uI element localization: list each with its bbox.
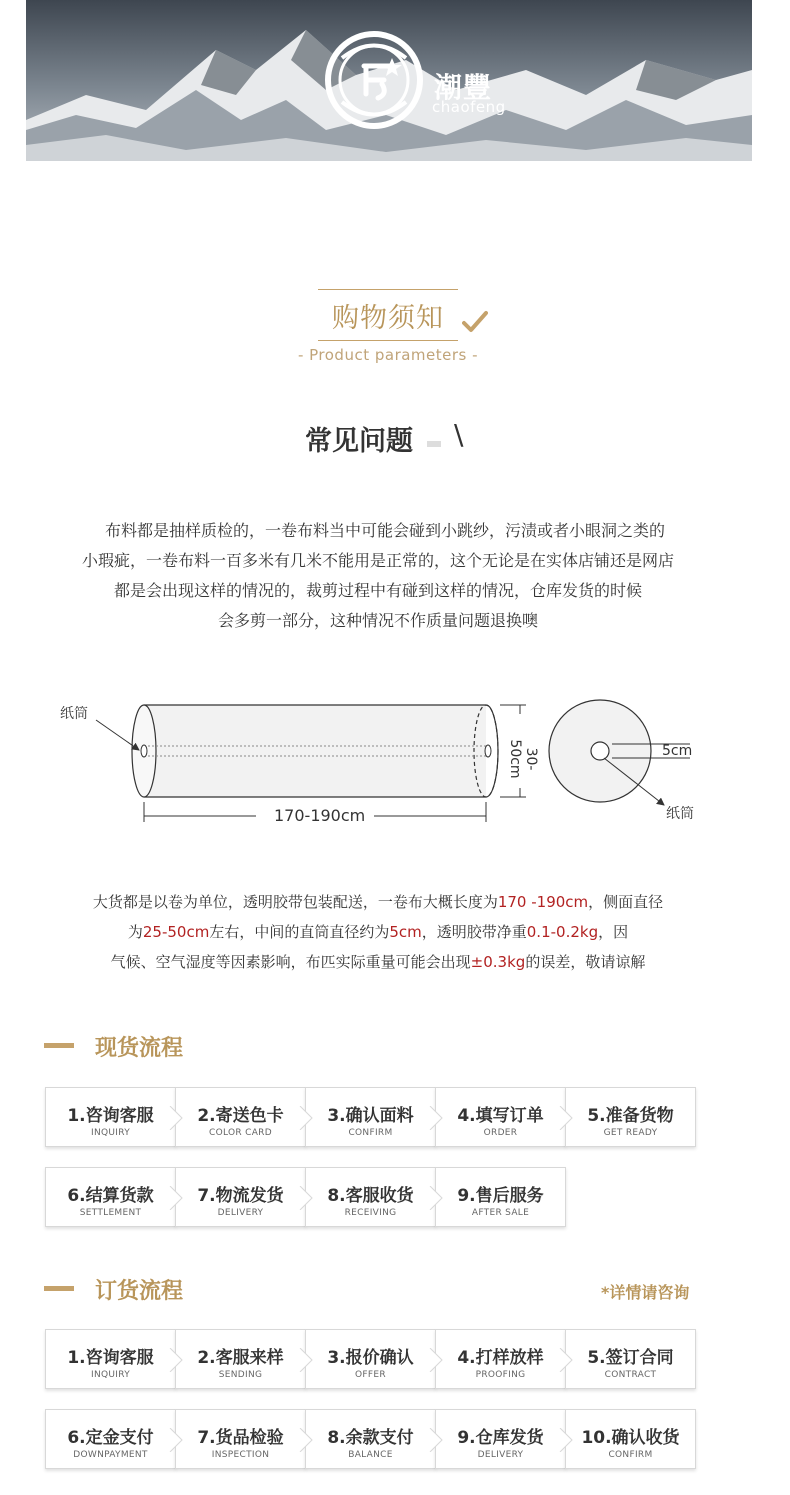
- chevron-right-icon: [429, 1348, 443, 1372]
- core-diameter-label: 5cm: [662, 743, 693, 759]
- step-label: 3.报价确认: [327, 1348, 414, 1368]
- tube-label-right: 纸筒: [666, 806, 694, 822]
- chaofeng-logo-icon: [322, 28, 426, 132]
- order-process-bar: [44, 1286, 74, 1291]
- stock-step-6: [45, 1167, 176, 1227]
- roll-diameter-value: 25-50cm: [142, 923, 210, 941]
- step-label: 9.售后服务: [457, 1186, 544, 1206]
- diameter-label: 30-50cm: [507, 739, 539, 779]
- step-label: 7.物流发货: [197, 1186, 284, 1206]
- order-step-1: [45, 1329, 176, 1389]
- tape-weight-value: 0.1-0.2kg: [526, 923, 599, 941]
- step-label-en: PROOFING: [475, 1370, 526, 1380]
- step-label-en: SENDING: [218, 1370, 263, 1380]
- notice-subtitle: - Product parameters -: [297, 346, 479, 364]
- stock-process-title: 现货流程: [95, 1036, 184, 1061]
- chevron-right-icon: [429, 1106, 443, 1130]
- brand-name-en: chaofeng: [432, 98, 506, 116]
- faq-line-4: 会多剪一部分，这种情况不作质量问题退换噢: [217, 611, 538, 630]
- shipping-text: 为: [127, 923, 143, 941]
- step-label: 3.确认面料: [327, 1106, 414, 1126]
- order-process-title: 订货流程: [95, 1279, 184, 1304]
- stock-step-2: [175, 1087, 306, 1147]
- step-label: 10.确认收货: [581, 1428, 680, 1448]
- stock-step-9: [435, 1167, 566, 1227]
- brand-name-cn: 潮豐: [434, 71, 493, 104]
- tube-label-left: 纸筒: [60, 706, 88, 722]
- stock-step-8: [305, 1167, 436, 1227]
- weight-tolerance-value: ±0.3kg: [470, 953, 526, 971]
- stock-step-1: [45, 1087, 176, 1147]
- chevron-right-icon: [299, 1348, 313, 1372]
- core-diameter-value: 5cm: [389, 923, 422, 941]
- step-label-en: GET READY: [603, 1128, 658, 1138]
- chevron-right-icon: [299, 1106, 313, 1130]
- chevron-right-icon: [559, 1428, 573, 1452]
- order-step-9: [435, 1409, 566, 1469]
- notice-title: 购物须知: [332, 303, 444, 334]
- stock-step-4: [435, 1087, 566, 1147]
- order-step-3: [305, 1329, 436, 1389]
- step-label: 8.余款支付: [327, 1428, 414, 1448]
- shipping-text: ，透明胶带净重: [421, 923, 527, 941]
- shipping-info-line-2: [0, 921, 756, 942]
- step-label-en: ORDER: [483, 1128, 518, 1138]
- faq-line-2: 小瑕疵，一卷布料一百多米有几米不能用是正常的，这个无论是在实体店铺还是网店: [81, 551, 674, 570]
- chevron-right-icon: [429, 1186, 443, 1210]
- step-label: 5.准备货物: [587, 1106, 674, 1126]
- step-label-en: COLOR CARD: [209, 1128, 272, 1138]
- shipping-info-line-3: [0, 951, 756, 972]
- step-label: 2.寄送色卡: [197, 1106, 284, 1126]
- order-step-10: [565, 1409, 696, 1469]
- faq-line-3: 都是会出现这样的情况的，裁剪过程中有碰到这样的情况，仓库发货的时候: [113, 581, 642, 600]
- chevron-right-icon: [169, 1186, 183, 1210]
- chevron-right-icon: [169, 1428, 183, 1452]
- step-label: 8.客服收货: [327, 1186, 414, 1206]
- order-step-2: [175, 1329, 306, 1389]
- faq-title-decoration: [427, 441, 441, 447]
- step-label-en: CONTRACT: [604, 1370, 657, 1380]
- shipping-text: 左右，中间的直筒直径约为: [209, 923, 390, 941]
- step-label: 6.结算货款: [67, 1186, 154, 1206]
- check-icon: [462, 310, 488, 334]
- step-label-en: AFTER SALE: [471, 1208, 530, 1218]
- step-label: 9.仓库发货: [457, 1428, 544, 1448]
- brand-logo: [322, 28, 512, 132]
- chevron-right-icon: [169, 1348, 183, 1372]
- step-label-en: DELIVERY: [477, 1450, 524, 1460]
- chevron-right-icon: [299, 1186, 313, 1210]
- step-label: 7.货品检验: [197, 1428, 284, 1448]
- step-label: 1.咨询客服: [67, 1106, 154, 1126]
- roll-length-value: 170 -190cm: [497, 893, 589, 911]
- shipping-info-line-1: [0, 891, 756, 912]
- order-step-4: [435, 1329, 566, 1389]
- step-label-en: CONFIRM: [608, 1450, 653, 1460]
- step-label-en: OFFER: [355, 1370, 386, 1380]
- step-label: 4.打样放样: [457, 1348, 544, 1368]
- step-label: 5.签订合同: [587, 1348, 674, 1368]
- length-label: 170-190cm: [274, 806, 366, 825]
- shipping-text: 大货都是以卷为单位，透明胶带包装配送，一卷布大概长度为: [92, 893, 498, 911]
- step-label-en: INQUIRY: [91, 1128, 130, 1138]
- order-step-8: [305, 1409, 436, 1469]
- order-step-7: [175, 1409, 306, 1469]
- chevron-right-icon: [559, 1106, 573, 1130]
- chevron-right-icon: [169, 1106, 183, 1130]
- step-label: 6.定金支付: [67, 1428, 154, 1448]
- step-label-en: CONFIRM: [348, 1128, 393, 1138]
- step-label: 4.填写订单: [457, 1106, 544, 1126]
- step-label-en: DELIVERY: [217, 1208, 264, 1218]
- stock-step-7: [175, 1167, 306, 1227]
- faq-title: 常见问题: [305, 426, 413, 457]
- step-label-en: RECEIVING: [344, 1208, 397, 1218]
- stock-process-bar: [44, 1043, 74, 1048]
- roll-diagram-drawing: [56, 690, 716, 840]
- order-step-5: [565, 1329, 696, 1389]
- shipping-text: ，侧面直径: [588, 893, 664, 911]
- step-label-en: SETTLEMENT: [79, 1208, 142, 1218]
- stock-step-5: [565, 1087, 696, 1147]
- faq-title-slash: \: [454, 418, 464, 451]
- fabric-roll-diagram: [56, 690, 716, 840]
- shipping-text: ，因: [598, 923, 629, 941]
- header-banner: [26, 0, 752, 161]
- step-label: 1.咨询客服: [67, 1348, 154, 1368]
- order-step-6: [45, 1409, 176, 1469]
- faq-line-1: 布料都是抽样质检的，一卷布料当中可能会碰到小跳纱，污渍或者小眼洞之类的: [104, 521, 665, 540]
- stock-step-3: [305, 1087, 436, 1147]
- chevron-right-icon: [559, 1348, 573, 1372]
- step-label-en: INQUIRY: [91, 1370, 130, 1380]
- step-label-en: DOWNPAYMENT: [73, 1450, 148, 1460]
- chevron-right-icon: [299, 1428, 313, 1452]
- shipping-text: 的误差，敬请谅解: [525, 953, 646, 971]
- shipping-text: 气候、空气湿度等因素影响，布匹实际重量可能会出现: [110, 953, 471, 971]
- step-label: 2.客服来样: [197, 1348, 284, 1368]
- step-label-en: INSPECTION: [211, 1450, 270, 1460]
- step-label-en: BALANCE: [348, 1450, 393, 1460]
- chevron-right-icon: [429, 1428, 443, 1452]
- order-process-note: *详情请咨询: [601, 1283, 690, 1302]
